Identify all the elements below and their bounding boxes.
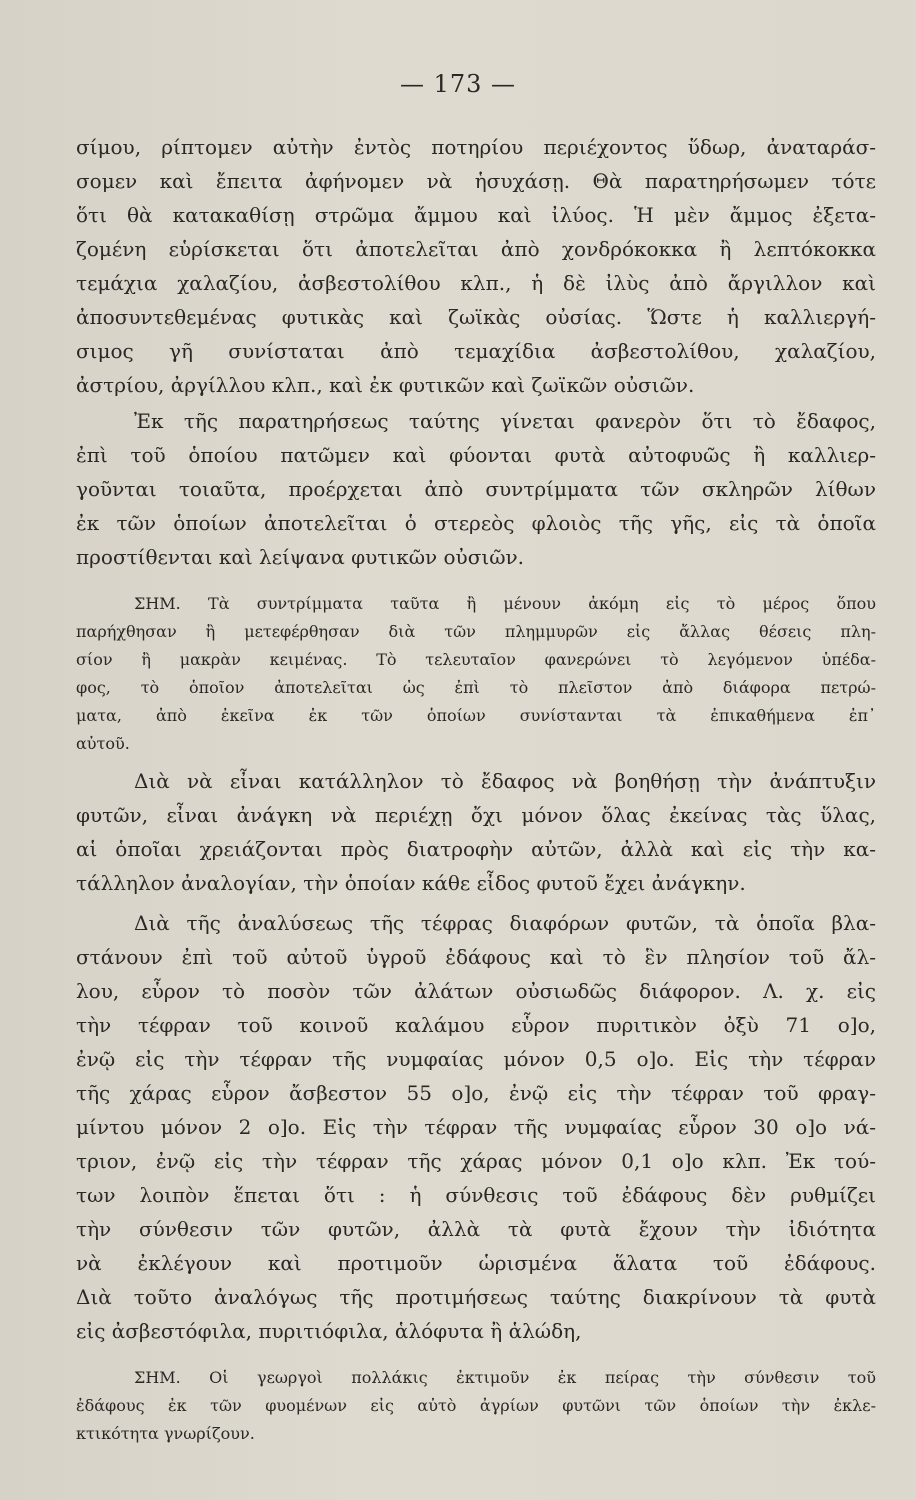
- text-line: νὰ ἐκλέγουν καὶ προτιμοῦν ὡρισμένα ἅλατα τοῦ ἐδάφους.: [76, 1251, 876, 1275]
- page-number: — 173 —: [399, 70, 517, 98]
- text-line: λου, εὗρον τὸ ποσὸν τῶν ἀλάτων οὐσιωδῶς διάφορον. Λ. χ. εἰς: [76, 979, 876, 1003]
- note-line: φος, τὸ ὁποῖον ἀποτελεῖται ὡς ἐπὶ τὸ πλεῖστον ἀπὸ διάφορα πετρώ-: [76, 678, 876, 697]
- text-line: προστίθενται καὶ λείψανα φυτικῶν οὐσιῶν.: [76, 545, 525, 569]
- note-line: σίον ἢ μακρὰν κειμένας. Τὸ τελευταῖον φανερώνει τὸ λεγόμενον ὑπέδα-: [76, 650, 876, 669]
- text-line: Διὰ νὰ εἶναι κατάλληλον τὸ ἔδαφος νὰ βοηθήσῃ τὴν ἀνάπτυξιν: [134, 769, 876, 793]
- text-line: φυτῶν, εἶναι ἀνάγκη νὰ περιέχῃ ὄχι μόνον ὅλας ἐκείνας τὰς ὕλας,: [76, 803, 876, 827]
- text-line: ζομένη εὑρίσκεται ὅτι ἀποτελεῖται ἀπὸ χονδρόκοκκα ἢ λεπτόκοκκα: [76, 237, 876, 261]
- note-farmers: [76, 1364, 876, 1448]
- text-line: τριον, ἐνῷ εἰς τὴν τέφραν τῆς χάρας μόνον 0,1 ο]ο κλπ. Ἐκ τού-: [76, 1149, 876, 1173]
- text-line: ἀστρίου, ἀργίλλου κλπ., καὶ ἐκ φυτικῶν καὶ ζωϊκῶν οὐσιῶν.: [76, 373, 695, 397]
- text-line: ἐπὶ τοῦ ὁποίου πατῶμεν καὶ φύονται φυτὰ αὐτοφυῶς ἢ καλλιερ-: [76, 443, 876, 467]
- note-line: αὐτοῦ.: [76, 734, 130, 753]
- text-line: στάνουν ἐπὶ τοῦ αὐτοῦ ὑγροῦ ἐδάφους καὶ τὸ ἓν πλησίον τοῦ ἄλ-: [76, 945, 876, 969]
- text-line: τεμάχια χαλαζίου, ἀσβεστολίθου κλπ., ἡ δὲ ἰλὺς ἀπὸ ἄργιλλον καὶ: [76, 271, 876, 295]
- note-line: ἐδάφους ἐκ τῶν φυομένων εἰς αὐτὸ ἀγρίων φυτῶνι τῶν ὁποίων τὴν ἐκλε-: [76, 1396, 876, 1415]
- note-line: κτικότητα γνωρίζουν.: [76, 1424, 255, 1443]
- text-line: μίντου μόνον 2 ο]ο. Εἰς τὴν τέφραν τῆς νυμφαίας εὗρον 30 ο]ο νά-: [76, 1115, 876, 1139]
- text-line: σίμου, ρίπτομεν αὐτὴν ἐντὸς ποτηρίου περιέχοντος ὕδωρ, ἀναταράσ-: [76, 135, 876, 159]
- text-line: σιμος γῆ συνίσταται ἀπὸ τεμαχίδια ἀσβεστολίθου, χαλαζίου,: [76, 339, 876, 363]
- text-line: ἐκ τῶν ὁποίων ἀποτελεῖται ὁ στερεὸς φλοιὸς τῆς γῆς, εἰς τὰ ὁποῖα: [76, 511, 876, 535]
- text-line: ἐνῷ εἰς τὴν τέφραν τῆς νυμφαίας μόνον 0,5 ο]ο. Εἰς τὴν τέφραν: [76, 1047, 876, 1071]
- text-line: ἀποσυντεθεμένας φυτικὰς καὶ ζωϊκὰς οὐσίας. Ὥστε ἡ καλλιεργή-: [76, 305, 876, 329]
- paragraph-soil-composition: [76, 130, 876, 402]
- paragraph-soil-origin: [76, 404, 876, 574]
- text-line: Διὰ τῆς ἀναλύσεως τῆς τέφρας διαφόρων φυτῶν, τὰ ὁποῖα βλα-: [134, 911, 876, 935]
- text-line: σομεν καὶ ἔπειτα ἀφήνομεν νὰ ἡσυχάσῃ. Θὰ παρατηρήσωμεν τότε: [76, 169, 876, 193]
- text-line: εἰς ἀσβεστόφιλα, πυριτιόφιλα, ἁλόφυτα ἢ ἁλώδη,: [76, 1319, 582, 1343]
- note-line: ματα, ἀπὸ ἐκεῖνα ἐκ τῶν ὁποίων συνίστανται τὰ ἐπικαθήμενα ἐπ᾽: [76, 706, 876, 725]
- text-line: αἱ ὁποῖαι χρειάζονται πρὸς διατροφὴν αὐτῶν, ἀλλὰ καὶ εἰς τὴν κα-: [76, 837, 876, 861]
- text-line: των λοιπὸν ἕπεται ὅτι : ἡ σύνθεσις τοῦ ἐδάφους δὲν ρυθμίζει: [76, 1183, 876, 1207]
- note-subsoil: [76, 590, 876, 758]
- text-line: γοῦνται τοιαῦτα, προέρχεται ἀπὸ συντρίμματα τῶν σκληρῶν λίθων: [76, 477, 876, 501]
- text-line: τὴν σύνθεσιν τῶν φυτῶν, ἀλλὰ τὰ φυτὰ ἔχουν τὴν ἰδιότητα: [76, 1217, 876, 1241]
- text-line: Ἐκ τῆς παρατηρήσεως ταύτης γίνεται φανερὸν ὅτι τὸ ἔδαφος,: [134, 409, 876, 433]
- note-line: ΣΗΜ. Οἱ γεωργοὶ πολλάκις ἐκτιμοῦν ἐκ πείρας τὴν σύνθεσιν τοῦ: [134, 1368, 876, 1387]
- text-line: τὴν τέφραν τοῦ κοινοῦ καλάμου εὗρον πυριτικὸν ὀξὺ 71 ο]ο,: [76, 1013, 876, 1037]
- paragraph-plant-needs: [76, 764, 876, 900]
- paragraph-ash-analysis: [76, 906, 876, 1348]
- note-line: παρήχθησαν ἢ μετεφέρθησαν διὰ τῶν πλημμυρῶν εἰς ἄλλας θέσεις πλη-: [76, 622, 876, 641]
- text-line: ὅτι θὰ κατακαθίσῃ στρῶμα ἄμμου καὶ ἰλύος. Ἡ μὲν ἄμμος ἐξετα-: [76, 203, 876, 227]
- note-line: ΣΗΜ. Τὰ συντρίμματα ταῦτα ἢ μένουν ἀκόμη εἰς τὸ μέρος ὅπου: [134, 594, 876, 613]
- text-line: τάλληλον ἀναλογίαν, τὴν ὁποίαν κάθε εἶδος φυτοῦ ἔχει ἀνάγκην.: [76, 871, 746, 895]
- text-line: Διὰ τοῦτο ἀναλόγως τῆς προτιμήσεως ταύτης διακρίνουν τὰ φυτὰ: [76, 1285, 876, 1309]
- text-line: τῆς χάρας εὗρον ἄσβεστον 55 ο]ο, ἐνῷ εἰς τὴν τέφραν τοῦ φραγ-: [76, 1081, 876, 1105]
